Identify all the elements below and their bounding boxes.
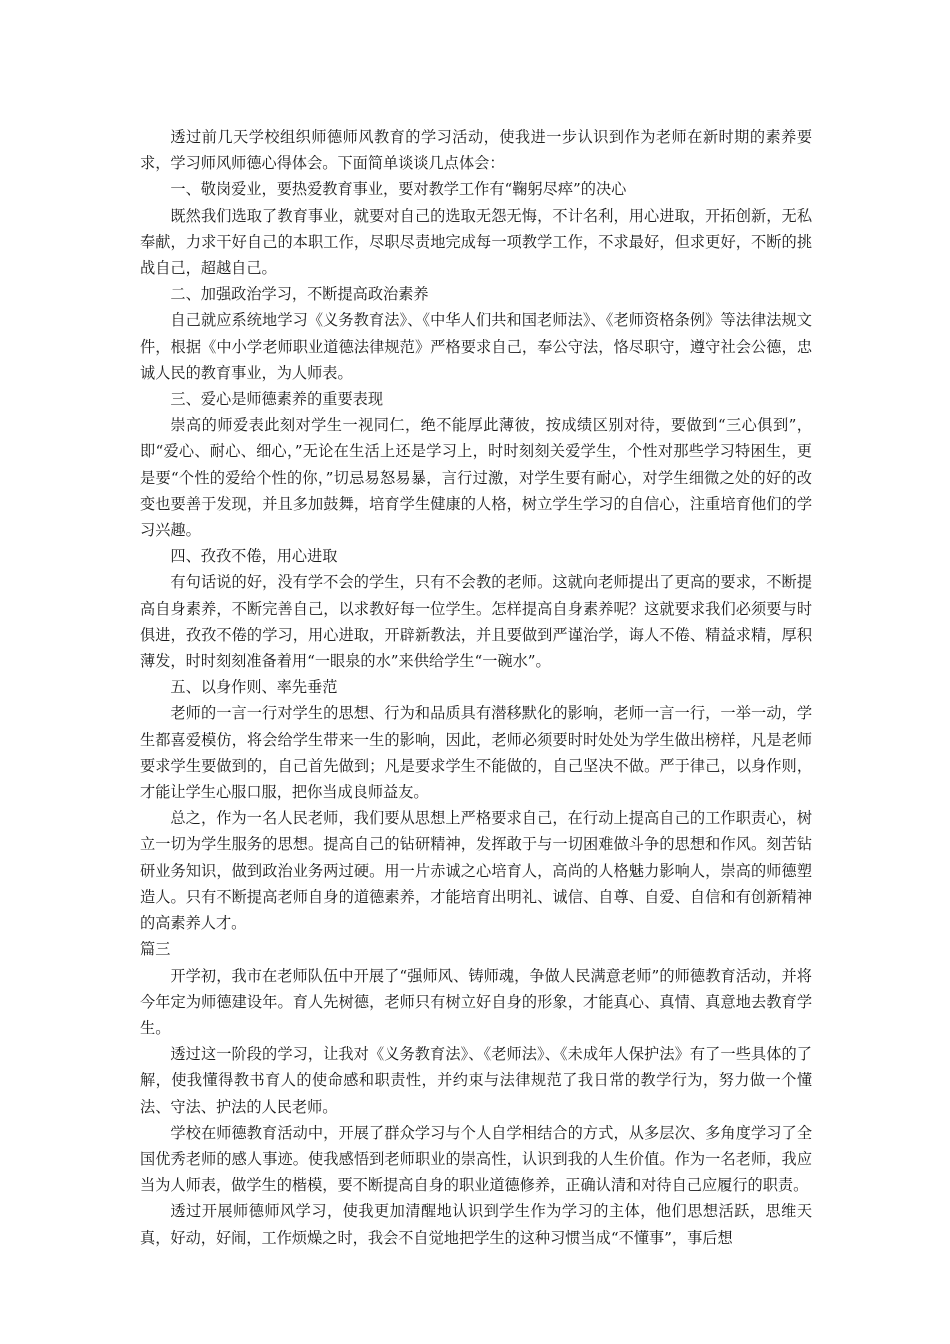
document-body: [140, 124, 812, 1251]
paragraph-4: 有句话说的好，没有学不会的学生，只有不会教的老师。这就向老师提出了更高的要求，不断提高自身素养，不断完善自己，以求教好每一位学生。怎样提高自身素养呢？这就要求我们必须要与时俱进，孜孜不倦的学习，用心进取，开辟新教法，并且要做到严谨治学，诲人不倦、精益求精，厚积薄发，时时刻刻准备着用“一眼泉的水”来供给学生“一碗水”。: [140, 573, 812, 671]
paragraph-2: 自己就应系统地学习《义务教育法》、《中华人们共和国老师法》、《老师资格条例》等法律法规文件，根据《中小学老师职业道德法律规范》严格要求自己，奉公守法，恪尽职守，遵守社会公德，忠诚人民的教育事业，为人师表。: [140, 311, 812, 382]
paragraph-9: 透过开展师德师风学习，使我更加清醒地认识到学生作为学习的主体，他们思想活跃，思维天真，好动，好闹，工作烦燥之时，我会不自觉地把学生的这种习惯当成“不懂事”，事后想: [140, 1202, 812, 1247]
chapter-heading: 篇三: [140, 940, 171, 959]
section-heading-5: 五、以身作则、率先垂范: [170, 678, 338, 697]
paragraph-5: 老师的一言一行对学生的思想、行为和品质具有潜移默化的影响，老师一言一行，一举一动，学生都喜爱模仿，将会给学生带来一生的影响，因此，老师必须要时时处处为学生做出榜样，凡是老师要求学生要做到的，自己首先做到；凡是要求学生不能做的，自己坚决不做。严于律己，以身作则，才能让学生心服口服，把你当成良师益友。: [140, 704, 812, 802]
paragraph-7: 透过这一阶段的学习，让我对《义务教育法》、《老师法》、《未成年人保护法》有了一些具体的了解，使我懂得教书育人的使命感和职责性，并约束与法律规范了我日常的教学行为，努力做一个懂法、守法、护法的人民老师。: [140, 1045, 812, 1116]
paragraph-conclusion: 总之，作为一名人民老师，我们要从思想上严格要求自己，在行动上提高自己的工作职责心，树立一切为学生服务的思想。提高自己的钻研精神，发挥敢于与一切困难做斗争的思想和作风。刻苦钻研业务知识，做到政治业务两过硬。用一片赤诚之心培育人，高尚的人格魅力影响人，崇高的师德塑造人。只有不断提高老师自身的道德素养，才能培育出明礼、诚信、自尊、自爱、自信和有创新精神的高素养人才。: [140, 809, 812, 933]
paragraph-3: 崇高的师爱表此刻对学生一视同仁，绝不能厚此薄彼，按成绩区别对待，要做到“三心俱到”，即“爱心、耐心、细心，”无论在生活上还是学习上，时时刻刻关爱学生，个性对那些学习特困生，更是要“个性的爱给个性的你，”切忌易怒易暴，言行过激，对学生要有耐心，对学生细微之处的好的改变也要善于发现，并且多加鼓舞，培育学生健康的人格，树立学生学习的自信心，注重培育他们的学习兴趣。: [140, 416, 812, 540]
paragraph-1: 既然我们选取了教育事业，就要对自己的选取无怨无悔，不计名利，用心进取，开拓创新，无私奉献，力求干好自己的本职工作，尽职尽责地完成每一项教学工作，不求最好，但求更好，不断的挑战自己，超越自己。: [140, 206, 812, 278]
paragraph-6: 开学初，我市在老师队伍中开展了“强师风、铸师魂，争做人民满意老师”的师德教育活动，并将今年定为师德建设年。育人先树德，老师只有树立好自身的形象，才能真心、真情、真意地去教育学生。: [140, 966, 812, 1037]
section-heading-3: 三、爱心是师德素养的重要表现: [170, 390, 384, 409]
paragraph-8: 学校在师德教育活动中，开展了群众学习与个人自学相结合的方式，从多层次、多角度学习了全国优秀老师的感人事迹。使我感悟到老师职业的崇高性，认识到我的人生价值。作为一名老师，我应当为人师表，做学生的楷模，要不断提高自身的职业道德修养，正确认清和对待自己应履行的职责。: [140, 1123, 812, 1195]
paragraph-intro: 透过前几天学校组织师德师风教育的学习活动，使我进一步认识到作为老师在新时期的素养要求，学习师风师德心得体会。下面简单谈谈几点体会：: [140, 128, 812, 173]
section-heading-4: 四、孜孜不倦，用心进取: [170, 547, 338, 566]
section-heading-1: 一、敬岗爱业，要热爱教育事业，要对教学工作有“鞠躬尽瘁”的决心: [170, 180, 627, 199]
section-heading-2: 二、加强政治学习，不断提高政治素养: [170, 285, 429, 304]
